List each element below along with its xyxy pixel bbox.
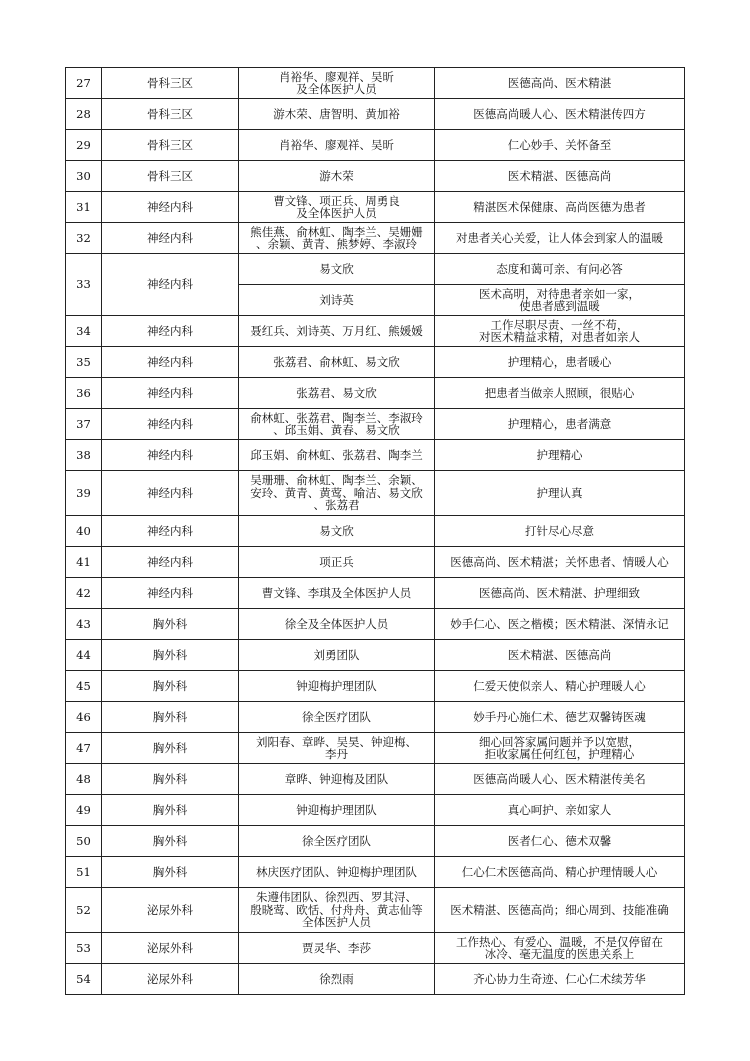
person-cell (239, 609, 435, 640)
table-row (66, 68, 685, 99)
commendation-table (65, 67, 685, 995)
person-cell (239, 640, 435, 671)
content-cell (435, 764, 685, 795)
person-names: 刘诗英 (319, 292, 354, 307)
department: 神经内科 (147, 585, 193, 600)
table-row (66, 254, 685, 285)
department: 神经内科 (147, 385, 193, 400)
row-number: 28 (76, 106, 91, 121)
commendation-text: 工作热心、有爱心、温暖，不是仅停留在 冰冷、毫无温度的医患关系上 (456, 934, 663, 961)
person-cell (239, 516, 435, 547)
table-row (66, 347, 685, 378)
department: 胸外科 (152, 678, 188, 693)
person-cell (239, 671, 435, 702)
table-row (66, 192, 685, 223)
department: 泌尿外科 (147, 902, 193, 917)
table-row (66, 609, 685, 640)
person-names: 游木荣、唐智明、黄加裕 (273, 106, 400, 121)
person-cell (239, 826, 435, 857)
content-cell (435, 733, 685, 764)
row-number: 36 (76, 385, 91, 400)
department-cell (102, 578, 239, 609)
commendation-text: 工作尽职尽责、一丝不苟， 对医术精益求精，对患者如亲人 (479, 317, 640, 344)
department-cell (102, 99, 239, 130)
commendation-text: 护理认真 (536, 485, 583, 500)
person-cell (239, 254, 435, 285)
row-number-cell (66, 68, 102, 99)
department: 神经内科 (147, 554, 193, 569)
commendation-text: 妙手丹心施仁术、德艺双馨铸医魂 (473, 709, 646, 724)
content-cell (435, 316, 685, 347)
person-cell (239, 733, 435, 764)
department: 骨科三区 (147, 106, 193, 121)
table-row (66, 440, 685, 471)
row-number: 49 (76, 802, 91, 817)
person-names: 吴珊珊、俞林虹、陶李兰、余颖、 安玲、黄青、黄莺、喻洁、易文欣 、张荔君 (250, 473, 423, 513)
department: 神经内科 (147, 199, 193, 214)
row-number: 41 (76, 554, 91, 569)
person-cell (239, 440, 435, 471)
department-cell (102, 964, 239, 995)
content-cell (435, 440, 685, 471)
person-names: 肖裕华、廖观祥、吴昕 (279, 137, 394, 152)
content-cell (435, 130, 685, 161)
department-cell (102, 471, 239, 516)
row-number: 31 (76, 199, 91, 214)
table-row (66, 795, 685, 826)
row-number: 33 (76, 277, 91, 292)
commendation-text: 齐心协力生奇迹、仁心仁术续芳华 (473, 971, 646, 986)
department-cell (102, 764, 239, 795)
person-cell (239, 578, 435, 609)
department-cell (102, 378, 239, 409)
commendation-text: 医术精湛、医德高尚；细心周到、技能准确 (450, 902, 669, 917)
person-names: 曹文锋、项正兵、周勇良 及全体医护人员 (273, 193, 400, 220)
content-cell (435, 578, 685, 609)
person-cell (239, 888, 435, 933)
content-cell (435, 254, 685, 285)
person-cell (239, 316, 435, 347)
row-number: 48 (76, 771, 91, 786)
person-cell (239, 192, 435, 223)
row-number: 34 (76, 323, 91, 338)
row-number: 30 (76, 168, 91, 183)
person-cell (239, 702, 435, 733)
content-cell (435, 223, 685, 254)
row-number: 32 (76, 230, 91, 245)
row-number: 51 (76, 864, 91, 879)
person-cell (239, 409, 435, 440)
row-number-cell (66, 254, 102, 316)
table-row (66, 130, 685, 161)
content-cell (435, 409, 685, 440)
content-cell (435, 640, 685, 671)
person-names: 易文欣 (319, 523, 354, 538)
table-row (66, 702, 685, 733)
department: 骨科三区 (147, 168, 193, 183)
person-names: 钟迎梅护理团队 (296, 802, 377, 817)
person-cell (239, 547, 435, 578)
person-names: 张荔君、俞林虹、易文欣 (273, 354, 400, 369)
row-number-cell (66, 933, 102, 964)
commendation-text: 医术精湛、医德高尚 (507, 168, 612, 183)
row-number-cell (66, 223, 102, 254)
department: 神经内科 (147, 416, 193, 431)
department: 胸外科 (152, 864, 188, 879)
department: 神经内科 (147, 323, 193, 338)
row-number-cell (66, 609, 102, 640)
content-cell (435, 671, 685, 702)
department: 胸外科 (152, 616, 188, 631)
department-cell (102, 516, 239, 547)
table-row (66, 99, 685, 130)
person-names: 曹文锋、李琪及全体医护人员 (261, 585, 412, 600)
department-cell (102, 68, 239, 99)
row-number-cell (66, 671, 102, 702)
department: 胸外科 (152, 647, 188, 662)
person-names: 易文欣 (319, 261, 354, 276)
row-number: 50 (76, 833, 91, 848)
table-row (66, 933, 685, 964)
department-cell (102, 192, 239, 223)
row-number-cell (66, 99, 102, 130)
department: 胸外科 (152, 709, 188, 724)
commendation-text: 医德高尚、医术精湛 (507, 75, 612, 90)
content-cell (435, 547, 685, 578)
department-cell (102, 440, 239, 471)
commendation-text: 仁爱天使似亲人、精心护理暖人心 (473, 678, 646, 693)
row-number: 53 (76, 940, 91, 955)
person-cell (239, 99, 435, 130)
person-names: 熊佳燕、俞林虹、陶李兰、吴姗姗 、余颖、黄青、熊梦婷、李淑玲 (250, 224, 423, 251)
department-cell (102, 857, 239, 888)
department-cell (102, 316, 239, 347)
content-cell (435, 933, 685, 964)
person-names: 钟迎梅护理团队 (296, 678, 377, 693)
person-cell (239, 471, 435, 516)
person-cell (239, 933, 435, 964)
content-cell (435, 516, 685, 547)
table-row (66, 640, 685, 671)
person-cell (239, 795, 435, 826)
row-number-cell (66, 578, 102, 609)
department: 胸外科 (152, 771, 188, 786)
table-row (66, 378, 685, 409)
commendation-text: 精湛医术保健康、高尚医德为患者 (473, 199, 646, 214)
row-number-cell (66, 378, 102, 409)
person-names: 项正兵 (319, 554, 354, 569)
person-names: 徐烈雨 (319, 971, 354, 986)
commendation-text: 护理精心 (536, 447, 583, 462)
person-cell (239, 68, 435, 99)
content-cell (435, 857, 685, 888)
commendation-text: 医者仁心、德术双馨 (507, 833, 612, 848)
commendation-text: 态度和蔼可亲、有问必答 (496, 261, 623, 276)
content-cell (435, 68, 685, 99)
table-row (66, 516, 685, 547)
person-cell (239, 347, 435, 378)
table-row (66, 888, 685, 933)
table-row (66, 223, 685, 254)
table-row (66, 671, 685, 702)
department: 神经内科 (147, 354, 193, 369)
person-names: 游木荣 (319, 168, 354, 183)
row-number-cell (66, 795, 102, 826)
row-number: 39 (76, 485, 91, 500)
content-cell (435, 826, 685, 857)
person-names: 张荔君、易文欣 (296, 385, 377, 400)
table-row (66, 547, 685, 578)
row-number-cell (66, 316, 102, 347)
person-cell (239, 161, 435, 192)
department-cell (102, 933, 239, 964)
content-cell (435, 964, 685, 995)
department-cell (102, 702, 239, 733)
department-cell (102, 609, 239, 640)
department-cell (102, 547, 239, 578)
commendation-text: 真心呵护、亲如家人 (507, 802, 612, 817)
row-number-cell (66, 764, 102, 795)
person-names: 林庆医疗团队、钟迎梅护理团队 (256, 864, 417, 879)
row-number: 43 (76, 616, 91, 631)
content-cell (435, 192, 685, 223)
commendation-text: 医德高尚、医术精湛、护理细致 (479, 585, 640, 600)
person-cell (239, 285, 435, 316)
department: 骨科三区 (147, 75, 193, 90)
person-names: 聂红兵、刘诗英、万月红、熊媛媛 (250, 323, 423, 338)
department: 胸外科 (152, 833, 188, 848)
department-cell (102, 640, 239, 671)
content-cell (435, 285, 685, 316)
commendation-text: 仁心仁术医德高尚、精心护理情暖人心 (461, 864, 658, 879)
commendation-text: 对患者关心关爱，让人体会到家人的温暖 (456, 230, 663, 245)
department-cell (102, 161, 239, 192)
commendation-text: 打针尽心尽意 (525, 523, 594, 538)
row-number: 44 (76, 647, 91, 662)
row-number-cell (66, 161, 102, 192)
person-names: 俞林虹、张荔君、陶李兰、李淑玲 、邱玉娟、黄春、易文欣 (250, 410, 423, 437)
department: 骨科三区 (147, 137, 193, 152)
commendation-text: 医德高尚暖人心、医术精湛传美名 (473, 771, 646, 786)
table-row (66, 857, 685, 888)
row-number: 37 (76, 416, 91, 431)
row-number: 42 (76, 585, 91, 600)
department: 神经内科 (147, 485, 193, 500)
department: 神经内科 (147, 523, 193, 538)
content-cell (435, 795, 685, 826)
content-cell (435, 471, 685, 516)
department-cell (102, 254, 239, 316)
department-cell (102, 223, 239, 254)
department: 神经内科 (147, 230, 193, 245)
table-row (66, 826, 685, 857)
person-names: 章晔、钟迎梅及团队 (284, 771, 389, 786)
department: 泌尿外科 (147, 971, 193, 986)
row-number-cell (66, 547, 102, 578)
row-number-cell (66, 826, 102, 857)
person-names: 徐全及全体医护人员 (284, 616, 389, 631)
row-number: 45 (76, 678, 91, 693)
row-number-cell (66, 857, 102, 888)
commendation-text: 医德高尚、医术精湛；关怀患者、情暖人心 (450, 554, 669, 569)
person-names: 贾灵华、李莎 (302, 940, 371, 955)
row-number: 54 (76, 971, 91, 986)
commendation-text: 护理精心，患者暖心 (507, 354, 612, 369)
row-number: 27 (76, 75, 91, 90)
table-row (66, 578, 685, 609)
row-number-cell (66, 516, 102, 547)
department-cell (102, 409, 239, 440)
department: 神经内科 (147, 447, 193, 462)
department-cell (102, 130, 239, 161)
person-cell (239, 378, 435, 409)
row-number: 47 (76, 740, 91, 755)
department: 泌尿外科 (147, 940, 193, 955)
person-cell (239, 964, 435, 995)
person-cell (239, 764, 435, 795)
person-cell (239, 223, 435, 254)
table-row (66, 161, 685, 192)
row-number-cell (66, 440, 102, 471)
content-cell (435, 609, 685, 640)
commendation-text: 细心回答家属问题并予以宽慰， 拒收家属任何红包，护理精心 (479, 734, 640, 761)
department-cell (102, 347, 239, 378)
row-number: 46 (76, 709, 91, 724)
person-names: 刘勇团队 (313, 647, 360, 662)
department: 胸外科 (152, 802, 188, 817)
row-number-cell (66, 888, 102, 933)
person-cell (239, 130, 435, 161)
department: 神经内科 (147, 277, 193, 292)
table-row (66, 471, 685, 516)
row-number: 40 (76, 523, 91, 538)
commendation-text: 医术精湛、医德高尚 (507, 647, 612, 662)
row-number-cell (66, 702, 102, 733)
department-cell (102, 826, 239, 857)
content-cell (435, 702, 685, 733)
row-number-cell (66, 640, 102, 671)
department: 胸外科 (152, 740, 188, 755)
row-number: 29 (76, 137, 91, 152)
person-names: 刘阳春、章晔、吴昊、钟迎梅、 李丹 (256, 734, 417, 761)
commendation-text: 仁心妙手、关怀备至 (507, 137, 612, 152)
row-number: 35 (76, 354, 91, 369)
department-cell (102, 671, 239, 702)
row-number-cell (66, 733, 102, 764)
person-names: 朱遵伟团队、徐烈西、罗其浔、 殷晓莺、欧恬、付舟舟、黄志仙等 全体医护人员 (250, 890, 423, 930)
department-cell (102, 733, 239, 764)
row-number-cell (66, 130, 102, 161)
content-cell (435, 99, 685, 130)
content-cell (435, 888, 685, 933)
row-number-cell (66, 347, 102, 378)
commendation-text: 妙手仁心、医之楷模；医术精湛、深情永记 (450, 616, 669, 631)
person-cell (239, 857, 435, 888)
row-number-cell (66, 409, 102, 440)
commendation-text: 护理精心，患者满意 (507, 416, 612, 431)
commendation-text: 医术高明，对待患者亲如一家， 使患者感到温暖 (479, 286, 640, 313)
table-row (66, 316, 685, 347)
department-cell (102, 795, 239, 826)
row-number-cell (66, 471, 102, 516)
row-number-cell (66, 192, 102, 223)
commendation-text: 把患者当做亲人照顾，很贴心 (484, 385, 635, 400)
person-names: 肖裕华、廖观祥、吴昕 及全体医护人员 (279, 69, 394, 96)
person-names: 徐全医疗团队 (302, 709, 371, 724)
table-row (66, 764, 685, 795)
row-number-cell (66, 964, 102, 995)
table-row (66, 409, 685, 440)
content-cell (435, 347, 685, 378)
person-names: 邱玉娟、俞林虹、张荔君、陶李兰 (250, 447, 423, 462)
row-number: 52 (76, 902, 91, 917)
department-cell (102, 888, 239, 933)
table-row (66, 733, 685, 764)
content-cell (435, 378, 685, 409)
commendation-text: 医德高尚暖人心、医术精湛传四方 (473, 106, 646, 121)
table-row (66, 964, 685, 995)
person-names: 徐全医疗团队 (302, 833, 371, 848)
content-cell (435, 161, 685, 192)
row-number: 38 (76, 447, 91, 462)
